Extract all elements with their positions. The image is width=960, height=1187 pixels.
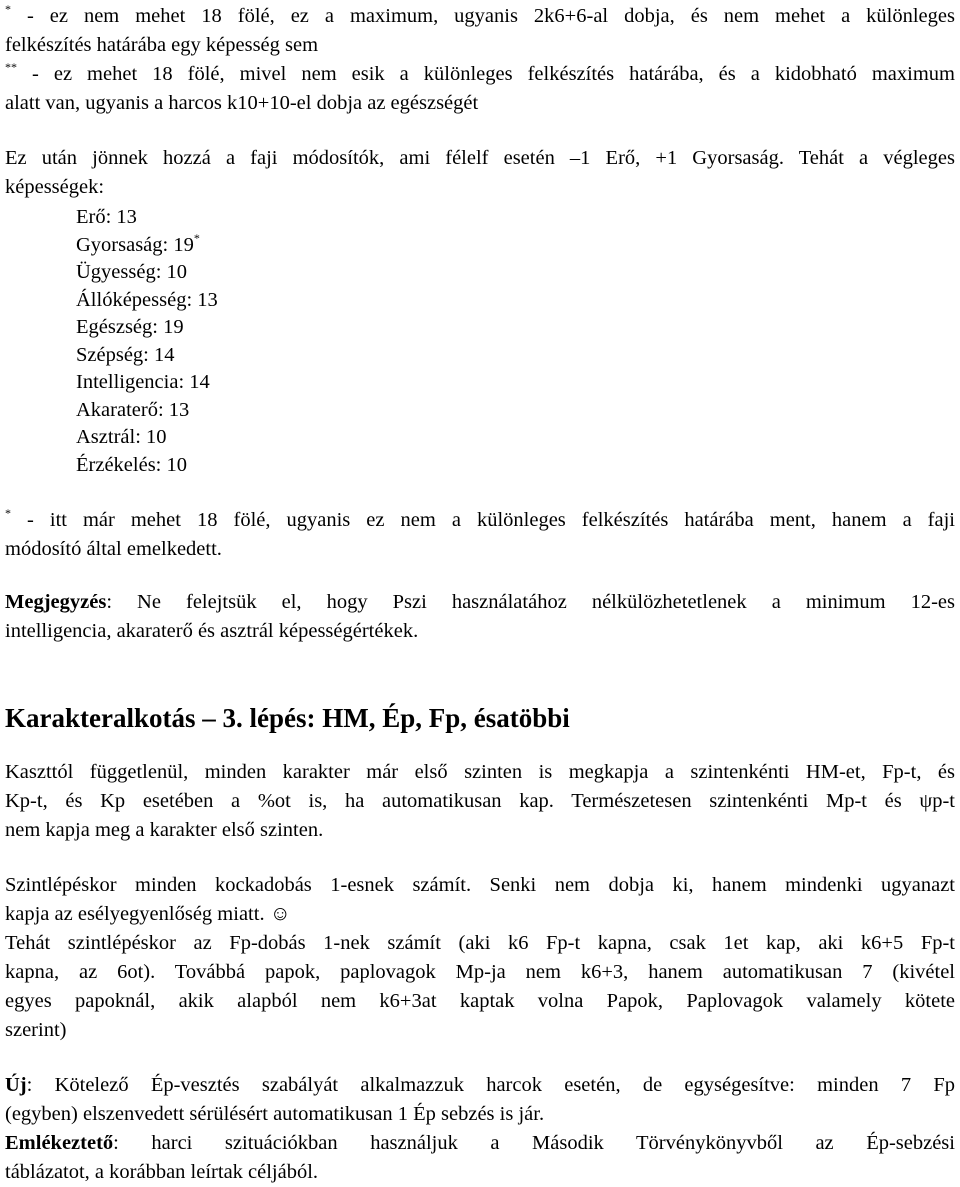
section-heading: Karakteralkotás – 3. lépés: HM, Ép, Fp, ésatöbbi (5, 703, 570, 733)
footnote-after-line-2: módosító által emelkedett. (5, 538, 222, 560)
ability-item (76, 452, 955, 480)
paragraph-1 (5, 758, 955, 845)
para1-line-1: Kaszttól függetlenül, minden karakter már első szinten is megkapja a szintenkénti HM-et, Fp-t, és (5, 761, 955, 783)
ability-item (76, 369, 955, 397)
ability-label: Erő: 13 (76, 206, 137, 228)
ability-list (5, 204, 955, 479)
footnote-2-line-2: alatt van, ugyanis a harcos k10+10-el dobja az egészségét (5, 92, 479, 114)
ability-item (76, 259, 955, 287)
ability-label: Egészség: 19 (76, 316, 184, 338)
footnote-2-line-1 (5, 60, 955, 89)
note-label: Megjegyzés (5, 591, 107, 613)
footnote-mark: * (5, 2, 11, 17)
ability-item (76, 287, 955, 315)
note-line-1 (5, 588, 955, 617)
footnote-1-line-1 (5, 2, 955, 31)
footnote-text: - ez mehet 18 fölé, mivel nem esik a különleges felkészítés határába, és a kidobható maximum (17, 63, 955, 85)
new-rule-text: : Kötelező Ép-vesztés szabályát alkalmazzuk harcok esetén, de egységesítve: minden 7 Fp (26, 1074, 955, 1096)
footnote-text: - itt már mehet 18 fölé, ugyanis ez nem a különleges felkészítés határába ment, hanem a faji (11, 509, 955, 531)
para2-line-3: Tehát szintlépéskor az Fp-dobás 1-nek számít (aki k6 Fp-t kapna, csak 1et kap, aki k6+5 Fp-t (5, 932, 955, 954)
ability-item (76, 232, 955, 260)
ability-item (76, 314, 955, 342)
ability-label: Intelligencia: 14 (76, 371, 210, 393)
reminder-line-1 (5, 1129, 955, 1158)
intro-line-2: képességek: (5, 176, 105, 198)
para1-line-2: Kp-t, és Kp esetében a %ot is, ha automatikusan kap. Természetesen szintenkénti Mp-t és ψp-t (5, 790, 955, 812)
note-line-2: intelligencia, akaraterő és asztrál képességértékek. (5, 620, 419, 642)
new-rule-paragraph (5, 1071, 955, 1129)
footnote-mark: * (193, 230, 200, 245)
footnote-after-line-1 (5, 506, 955, 535)
footnote-text: - ez nem mehet 18 fölé, ez a maximum, ugyanis 2k6+6-al dobja, és nem mehet a különleges (11, 5, 955, 27)
reminder-paragraph (5, 1129, 955, 1187)
reminder-text: : harci szituációkban használjuk a Második Törvénykönyvből az Ép-sebzési (113, 1132, 955, 1154)
footnote-mark: ** (5, 60, 17, 75)
new-rule-label: Új (5, 1074, 27, 1096)
new-rule-line-2: (egyben) elszenvedett sérülésért automatikusan 1 Ép sebzés is jár. (5, 1103, 545, 1125)
ability-item (76, 342, 955, 370)
para2-line-5: egyes papoknál, akik alapból nem k6+3at kaptak volna Papok, Paplovagok valamely kötete (5, 990, 955, 1012)
footnote-mark: * (5, 506, 11, 521)
ability-item (76, 397, 955, 425)
ability-label: Asztrál: 10 (76, 426, 167, 448)
ability-label: Akaraterő: 13 (76, 398, 190, 421)
footnote-after-stats (5, 506, 955, 564)
paragraph-2 (5, 871, 955, 1045)
para2-line-6: szerint) (5, 1019, 67, 1041)
new-rule-line-1 (5, 1071, 955, 1100)
ability-label: Állóképesség: 13 (76, 288, 218, 311)
para2-line-1: Szintlépéskor minden kockadobás 1-esnek számít. Senki nem dobja ki, hanem mindenki ugyanazt (5, 874, 955, 896)
reminder-line-2: táblázatot, a korábban leírtak céljából. (5, 1161, 319, 1183)
reminder-label: Emlékeztető (5, 1132, 114, 1154)
ability-label: Érzékelés: 10 (76, 453, 187, 476)
note-paragraph (5, 588, 955, 646)
intro-line-1: Ez után jönnek hozzá a faji módosítók, ami félelf esetén –1 Erő, +1 Gyorsaság. Tehát a végleges (5, 147, 955, 169)
ability-label: Ügyesség: 10 (76, 261, 188, 283)
para2-line-2: kapja az esélyegyenlőség miatt. ☺ (5, 903, 291, 925)
footnote-block-top (5, 2, 955, 118)
intro-paragraph (5, 144, 955, 202)
para2-line-4: kapna, az 6ot). Továbbá papok, paplovagok Mp-ja nem k6+3, hanem automatikusan 7 (kivétel (5, 961, 955, 983)
ability-item (76, 204, 955, 232)
para1-line-3: nem kapja meg a karakter első szinten. (5, 819, 324, 841)
ability-label: Szépség: 14 (76, 343, 175, 366)
ability-label: Gyorsaság: 19 (76, 233, 194, 256)
ability-item (76, 424, 955, 452)
document-page (5, 0, 955, 1187)
footnote-1-line-2: felkészítés határába egy képesség sem (5, 34, 319, 56)
note-text: : Ne felejtsük el, hogy Pszi használatához nélkülözhetetlenek a minimum 12-es (106, 591, 955, 613)
